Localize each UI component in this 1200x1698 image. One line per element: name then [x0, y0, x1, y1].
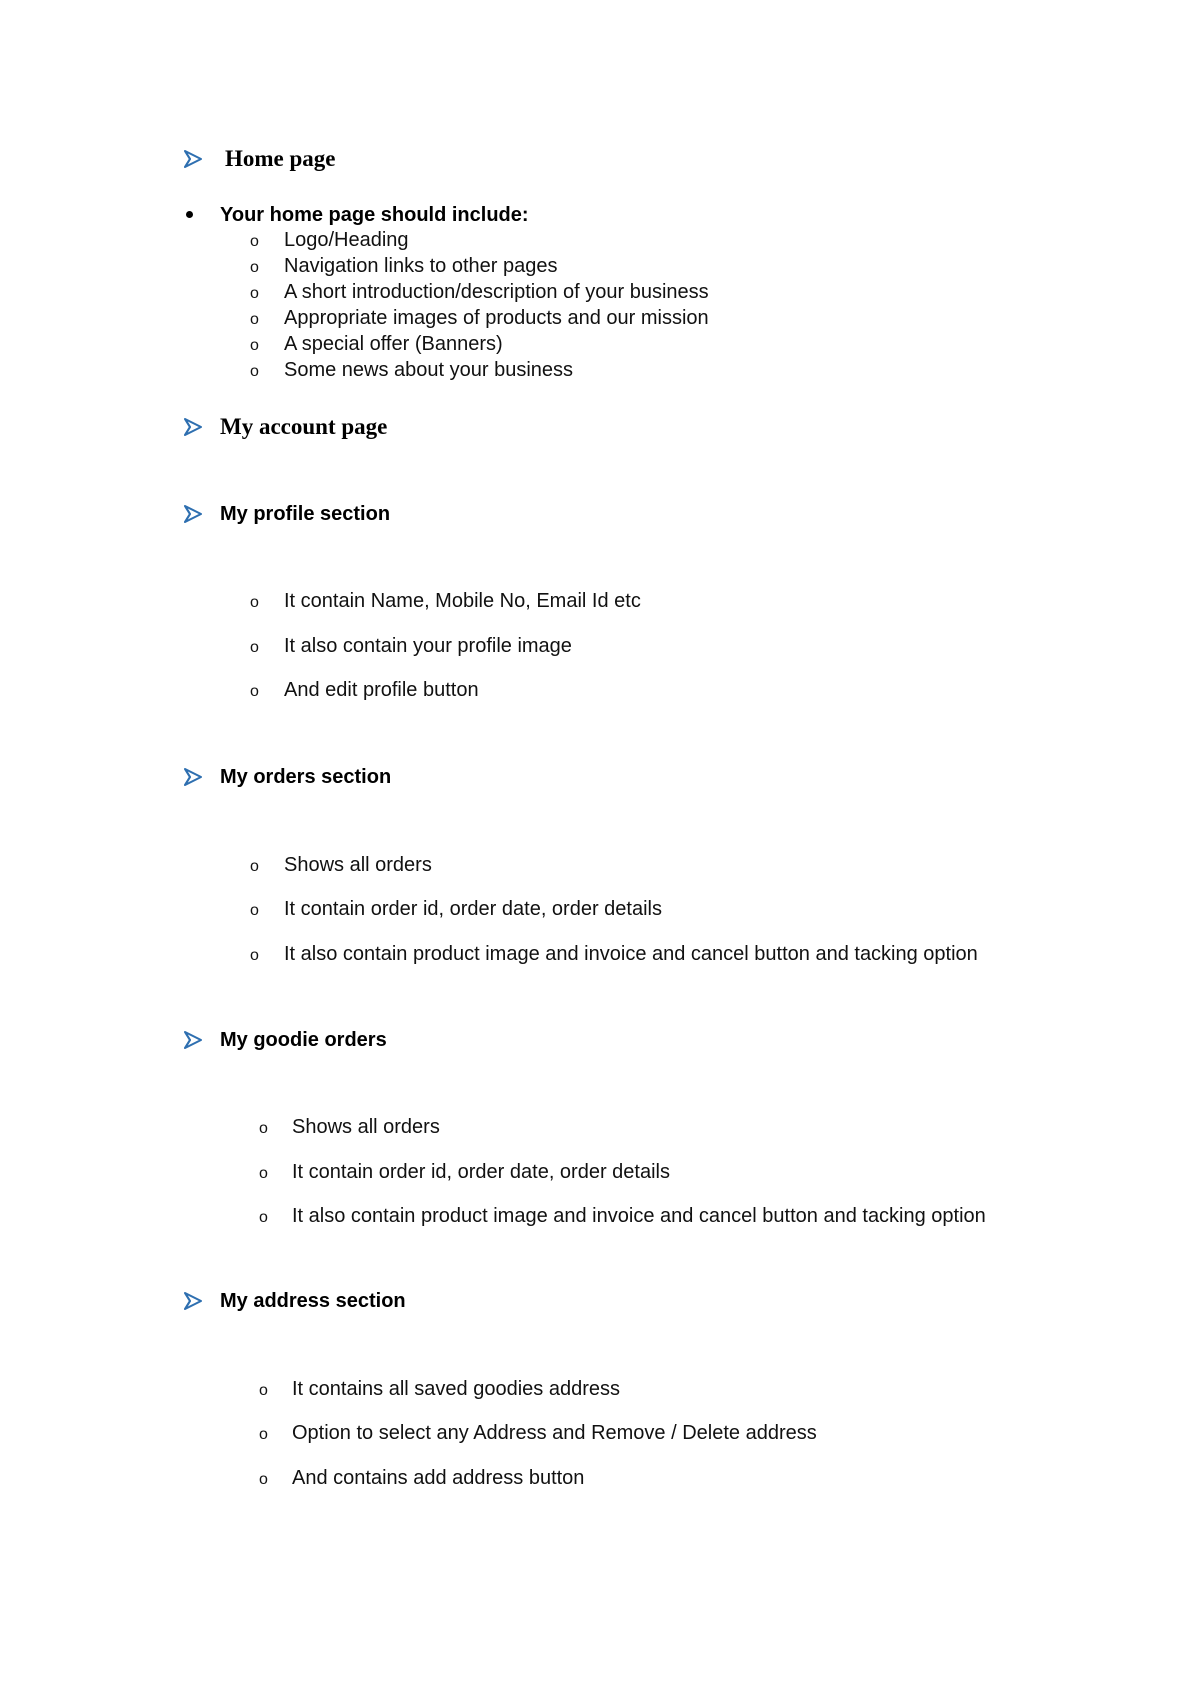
o-bullet-icon: o — [259, 1382, 268, 1399]
list-item: Navigation links to other pages — [284, 255, 558, 277]
o-bullet-icon: o — [250, 259, 259, 276]
section-title-address: My address section — [220, 1290, 406, 1312]
o-bullet-icon: o — [250, 683, 259, 700]
list-item: It contain order id, order date, order details — [284, 898, 662, 920]
section-title-home: Home page — [225, 146, 336, 171]
list-item: And contains add address button — [292, 1467, 585, 1489]
o-bullet-icon: o — [250, 363, 259, 380]
list-item: It also contain product image and invoice and cancel button and tacking option — [292, 1205, 986, 1227]
section-title-orders: My orders section — [220, 766, 392, 788]
section-title-account: My account page — [220, 414, 388, 439]
o-bullet-icon: o — [250, 947, 259, 964]
arrow-bullet-icon — [183, 1291, 203, 1311]
o-bullet-icon: o — [259, 1426, 268, 1443]
o-bullet-icon: o — [250, 285, 259, 302]
list-item: It also contain your profile image — [284, 635, 572, 657]
list-item: Shows all orders — [292, 1116, 440, 1138]
list-item: Logo/Heading — [284, 229, 409, 251]
o-bullet-icon: o — [250, 233, 259, 250]
arrow-bullet-icon — [183, 1030, 203, 1050]
list-item: And edit profile button — [284, 679, 479, 701]
arrow-bullet-icon — [183, 417, 203, 437]
o-bullet-icon: o — [259, 1209, 268, 1226]
list-item: It contain Name, Mobile No, Email Id etc — [284, 590, 641, 612]
o-bullet-icon: o — [250, 639, 259, 656]
section-title-goodie: My goodie orders — [220, 1029, 387, 1051]
o-bullet-icon: o — [250, 858, 259, 875]
disc-bullet-icon — [186, 211, 193, 218]
list-item: Some news about your business — [284, 359, 574, 381]
o-bullet-icon: o — [250, 594, 259, 611]
o-bullet-icon: o — [259, 1120, 268, 1137]
arrow-bullet-icon — [183, 767, 203, 787]
section-title-profile: My profile section — [220, 503, 391, 525]
o-bullet-icon: o — [250, 337, 259, 354]
list-item: It contains all saved goodies address — [292, 1378, 620, 1400]
list-item: Appropriate images of products and our mission — [284, 307, 709, 329]
arrow-bullet-icon — [183, 149, 203, 169]
list-item: A short introduction/description of your business — [284, 281, 709, 303]
list-item: Shows all orders — [284, 854, 432, 876]
list-item: Option to select any Address and Remove / Delete address — [292, 1422, 817, 1444]
o-bullet-icon: o — [259, 1471, 268, 1488]
o-bullet-icon: o — [250, 311, 259, 328]
list-item: It contain order id, order date, order details — [292, 1161, 670, 1183]
o-bullet-icon: o — [259, 1165, 268, 1182]
list-item: A special offer (Banners) — [284, 333, 503, 355]
o-bullet-icon: o — [250, 902, 259, 919]
home-bullet-heading: Your home page should include: — [220, 204, 529, 226]
arrow-bullet-icon — [183, 504, 203, 524]
list-item: It also contain product image and invoice and cancel button and tacking option — [284, 943, 978, 965]
